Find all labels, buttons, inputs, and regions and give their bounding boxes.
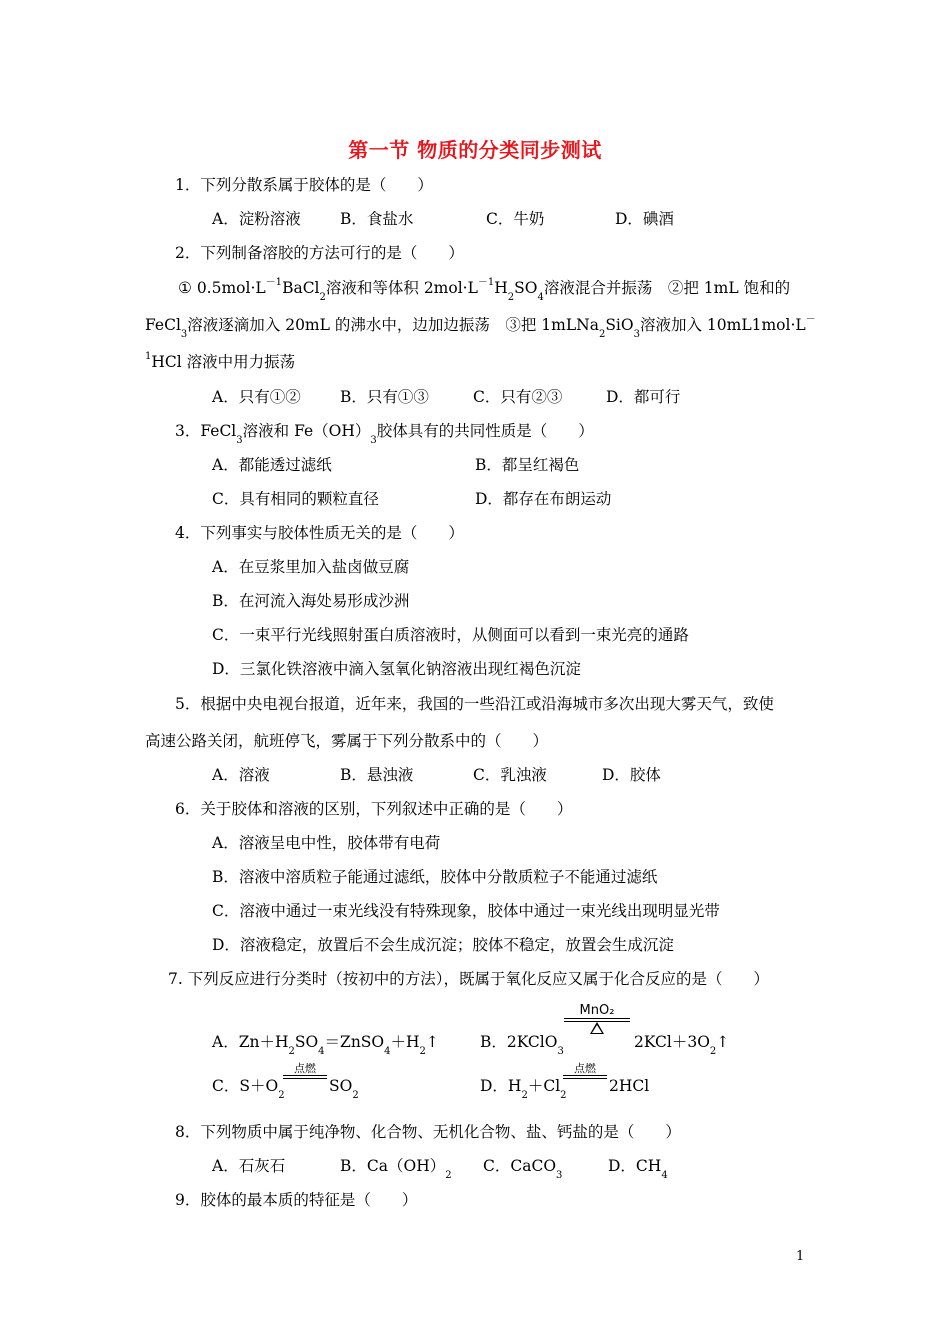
q7-option-d-products: 2HCl <box>609 1077 650 1095</box>
q4-option-d: D．三氯化铁溶液中滴入氢氧化钠溶液出现红褐色沉淀 <box>212 660 581 678</box>
q5-option-a: A．溶液 <box>212 766 270 784</box>
q6-option-a: A．溶液呈电中性，胶体带有电荷 <box>212 834 441 852</box>
q1-option-a: A．淀粉溶液 <box>212 210 301 228</box>
q8-option-b: B．$Ca(OH)_2$ <box>340 1157 452 1182</box>
q3-option-b: B．都呈红褐色 <box>475 456 580 474</box>
q4-option-a: A．在豆浆里加入盐卤做豆腐 <box>212 558 410 576</box>
q2-text-line-2: FeCl$_3$溶液逐滴加入 20mL 的沸水中，边加边振荡 ③把 1mLNa$_2$SiO$_3$溶液加入 10mL1mol·L－ <box>145 313 816 341</box>
question-5-stem-line-1: 5．根据中央电视台报道，近年来，我国的一些沿江或沿海城市多次出现大雾天气，致使 <box>175 695 774 713</box>
q4-option-c: C．一束平行光线照射蛋白质溶液时，从侧面可以看到一束光亮的通路 <box>212 626 689 644</box>
question-2-stem: 2．下列制备溶胶的方法可行的是（ ） <box>175 244 464 262</box>
q8-option-d: D．$CH_4$ <box>608 1157 668 1182</box>
question-3-stem: 3．FeCl$_3$溶液和 $Fe(OH)_3$胶体具有的共同性质是（ ） <box>175 422 594 447</box>
q7-option-c-products: $SO_2$ <box>329 1077 359 1102</box>
q5-option-b: B．悬浊液 <box>340 766 414 784</box>
q7-option-d-condition: 点燃 <box>562 1063 608 1079</box>
question-7-stem: 7. 下列反应进行分类时（按初中的方法），既属于氧化反应又属于化合反应的是（ ） <box>168 970 769 988</box>
q8-option-c: C．CaCO$_3$ <box>483 1157 563 1182</box>
q7-option-d-reactants: D．$H_2+Cl_2$ <box>480 1077 567 1102</box>
q5-option-c: C．乳浊液 <box>473 766 547 784</box>
q7-option-c-condition: 点燃 <box>282 1063 328 1079</box>
q3-option-c: C．具有相同的颗粒直径 <box>212 490 379 508</box>
question-8-stem: 8．下列物质中属于纯净物、化合物、无机化合物、盐、钙盐的是（ ） <box>175 1123 681 1141</box>
heat-triangle-icon <box>590 1022 604 1034</box>
q5-option-d: D．胶体 <box>602 766 661 784</box>
q7-option-b-products: $2KCl+3O_2↑$ <box>634 1033 730 1058</box>
q6-option-b: B．溶液中溶质粒子能通过滤纸，胶体中分散质粒子不能通过滤纸 <box>212 868 658 886</box>
q1-option-c: C．牛奶 <box>486 210 545 228</box>
q2-option-a: A．只有①② <box>212 388 301 406</box>
q6-option-c: C．溶液中通过一束光线没有特殊现象，胶体中通过一束光线出现明显光带 <box>212 902 720 920</box>
q2-text-line-3: $^1$HCl 溶液中用力振荡 <box>145 350 296 371</box>
q1-option-b: B．食盐水 <box>340 210 414 228</box>
q7-option-b-reactants: B．2KClO$_3$ <box>480 1033 564 1058</box>
page-number: 1 <box>796 1249 805 1264</box>
question-4-stem: 4．下列事实与胶体性质无关的是（ ） <box>175 524 464 542</box>
q2-text-line-1: ① $0.5mol\cdot L^{-1}BaCl_2$溶液和等体积 $2mol\cdot L^{-1}H_2SO_4$溶液混合并振荡 ②把 1mL 饱和的 <box>178 276 791 304</box>
q2-option-d: D．都可行 <box>606 388 681 406</box>
question-6-stem: 6．关于胶体和溶液的区别，下列叙述中正确的是（ ） <box>175 800 573 818</box>
page-title: 第一节 物质的分类同步测试 <box>348 138 602 162</box>
q1-option-d: D．碘酒 <box>615 210 674 228</box>
q7-option-b-condition: MnO₂ <box>563 1003 631 1034</box>
q7-option-a: A．$Zn+H_2SO_4=ZnSO_4+H_2↑$ <box>212 1033 439 1058</box>
q3-option-a: A．都能透过滤纸 <box>212 456 332 474</box>
q2-option-b: B．只有①③ <box>340 388 429 406</box>
q2-option-c: C．只有②③ <box>473 388 563 406</box>
q3-option-d: D．都存在布朗运动 <box>475 490 612 508</box>
question-1-stem: 1．下列分散系属于胶体的是（ ） <box>175 176 433 194</box>
q7-option-c-reactants: C．$S+O_2$ <box>212 1077 285 1102</box>
question-9-stem: 9．胶体的最本质的特征是（ ） <box>175 1191 418 1209</box>
q8-option-a: A．石灰石 <box>212 1157 286 1175</box>
question-5-stem-line-2: 高速公路关闭，航班停飞，雾属于下列分散系中的（ ） <box>145 732 549 750</box>
q6-option-d: D．溶液稳定，放置后不会生成沉淀；胶体不稳定，放置会生成沉淀 <box>212 936 674 954</box>
q4-option-b: B．在河流入海处易形成沙洲 <box>212 592 410 610</box>
